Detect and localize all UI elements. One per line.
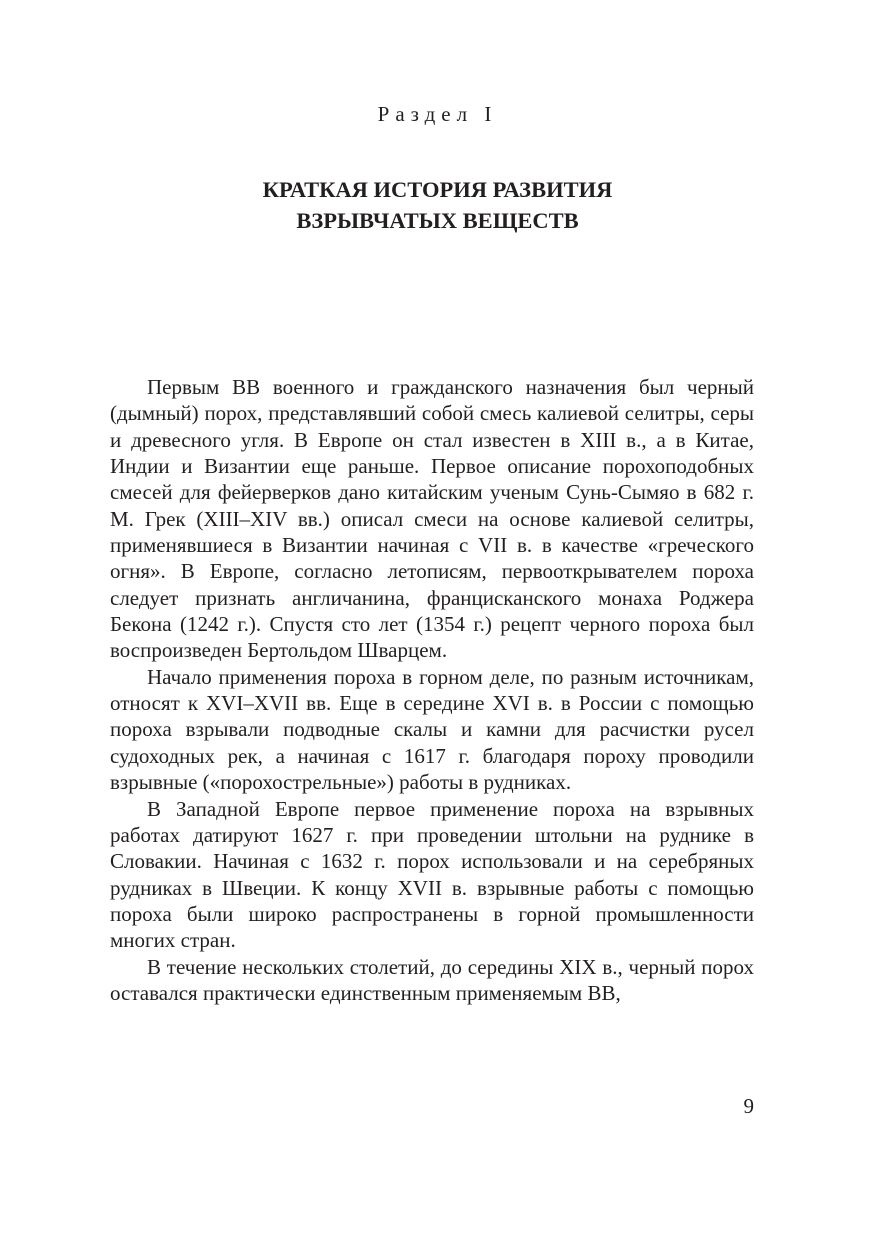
paragraph-4: В течение нескольких столетий, до середины XIX в., черный порох оставался практически единственным применяемым ВВ,: [110, 954, 754, 1005]
body-text: [110, 374, 754, 1006]
paragraph-2: Начало применения пороха в горном деле, по разным источникам, относят к XVI–XVII вв. Еще в середине XVI в. в России с помощью пороха взрывали подводные скалы и камни для расчистки русел судоходных рек, а начиная с 1617 г. благодаря пороху проводили взрывные («порохострельные») работы в рудниках.: [110, 664, 754, 795]
section-label: Раздел I: [377, 102, 498, 126]
chapter-title: [100, 174, 775, 236]
page-number: 9: [743, 1094, 754, 1118]
paragraph-3: В Западной Европе первое применение пороха на взрывных работах датируют 1627 г. при проведении штольни на руднике в Словакии. Начиная с 1632 г. порох использовали и на серебряных рудниках в Швеции. К концу XVII в. взрывные работы с помощью пороха были широко распространены в горной промышленности многих стран.: [110, 796, 754, 953]
paragraph-1: Первым ВВ военного и гражданского назначения был черный (дымный) порох, представлявший собой смесь калиевой селитры, серы и древесного угля. В Европе он стал известен в XIII в., а в Китае, Индии и Византии еще раньше. Первое описание порохоподобных смесей для фейерверков дано китайским ученым Сунь-Сымяо в 682 г. М. Грек (XIII–XIV вв.) описал смеси на основе калиевой селитры, применявшиеся в Византии начиная с VII в. в качестве «греческого огня». В Европе, согласно летописям, первооткрывателем пороха следует признать англичанина, францисканского монаха Роджера Бекона (1242 г.). Спустя сто лет (1354 г.) рецепт черного пороха был воспроизведен Бертольдом Шварцем.: [110, 375, 754, 663]
chapter-title-line-2: ВЗРЫВЧАТЫХ ВЕЩЕСТВ: [296, 208, 579, 233]
chapter-title-line-1: КРАТКАЯ ИСТОРИЯ РАЗВИТИЯ: [262, 177, 613, 202]
